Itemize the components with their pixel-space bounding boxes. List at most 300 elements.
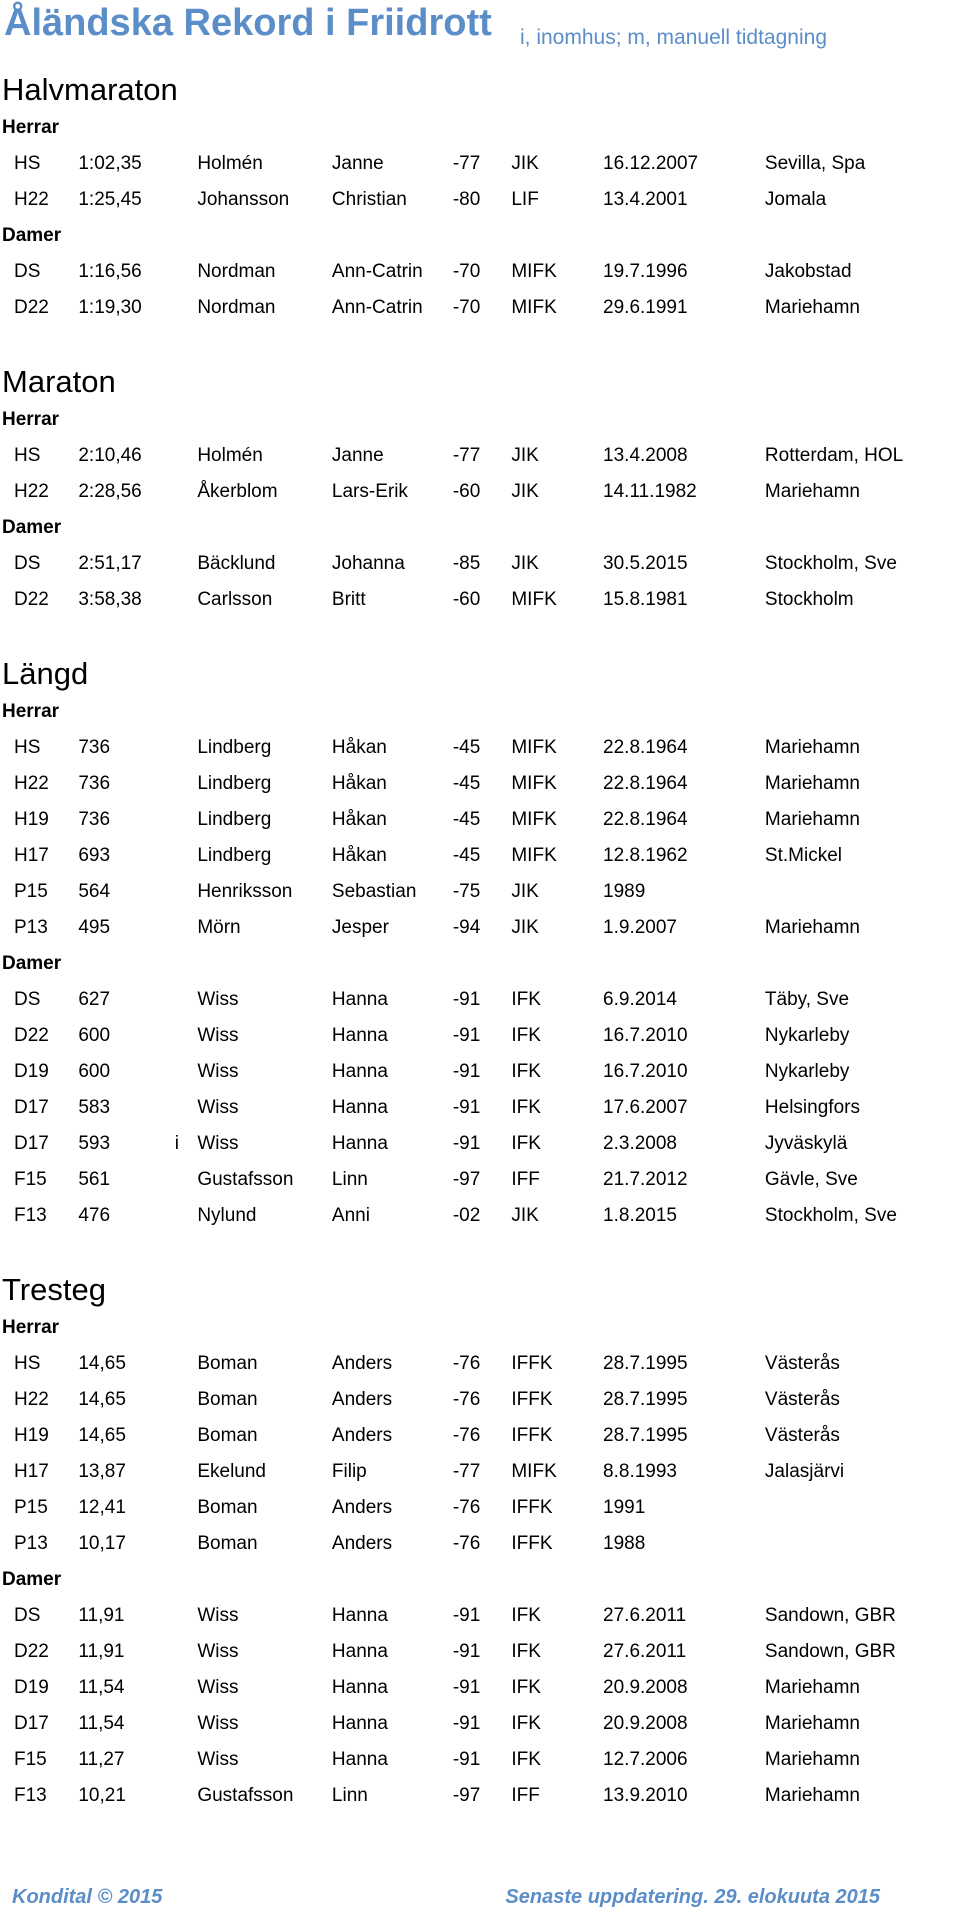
record-result: 14,65 <box>78 1389 126 1410</box>
record-flag <box>156 182 197 218</box>
record-firstname: Håkan <box>331 809 387 830</box>
record-birthyear: -76 <box>452 1533 481 1554</box>
record-firstname: Anders <box>331 1389 393 1410</box>
record-class: D17 <box>14 1713 49 1734</box>
record-lastname: Wiss <box>197 1749 239 1770</box>
record-place <box>765 1490 960 1526</box>
record-result: 1:19,30 <box>78 297 142 318</box>
record-firstname: Johanna <box>331 553 405 574</box>
record-class: H17 <box>14 845 49 866</box>
record-place: Jalasjärvi <box>764 1461 845 1482</box>
event-section <box>0 362 960 654</box>
record-club: IFK <box>511 1749 541 1770</box>
record-flag <box>156 1198 197 1234</box>
record-flag <box>156 1526 197 1562</box>
event-section <box>0 70 960 362</box>
record-class: F13 <box>14 1785 47 1806</box>
record-firstname: Linn <box>331 1169 368 1190</box>
record-place: St.Mickel <box>764 845 842 866</box>
record-lastname: Boman <box>197 1533 258 1554</box>
record-flag <box>156 1418 197 1454</box>
record-firstname: Linn <box>331 1785 368 1806</box>
record-row <box>0 1454 960 1490</box>
record-class: DS <box>14 1605 41 1626</box>
record-date: 21.7.2012 <box>603 1169 688 1190</box>
record-firstname: Hanna <box>331 1061 388 1082</box>
record-place: Mariehamn <box>764 1785 860 1806</box>
record-date: 16.7.2010 <box>603 1061 688 1082</box>
record-result: 476 <box>78 1205 111 1226</box>
record-birthyear: -45 <box>452 737 481 758</box>
record-lastname: Carlsson <box>197 589 273 610</box>
record-date: 1991 <box>603 1497 646 1518</box>
record-lastname: Nylund <box>197 1205 257 1226</box>
record-club: IFK <box>511 1713 541 1734</box>
record-flag <box>156 766 197 802</box>
record-birthyear: -91 <box>452 1133 481 1154</box>
record-firstname: Anders <box>331 1533 393 1554</box>
record-result: 13,87 <box>78 1461 126 1482</box>
record-lastname: Lindberg <box>197 773 272 794</box>
record-class: P13 <box>14 917 48 938</box>
record-row <box>0 582 960 618</box>
record-lastname: Wiss <box>197 989 239 1010</box>
record-row <box>0 838 960 874</box>
record-firstname: Janne <box>331 445 384 466</box>
event-title: Längd <box>2 656 89 691</box>
record-birthyear: -77 <box>452 153 481 174</box>
record-flag <box>156 1090 197 1126</box>
record-date: 22.8.1964 <box>603 773 688 794</box>
record-firstname: Britt <box>331 589 366 610</box>
record-firstname: Anders <box>331 1497 393 1518</box>
record-result: 593 <box>78 1133 111 1154</box>
record-date: 19.7.1996 <box>603 261 688 282</box>
record-place: Stockholm, Sve <box>764 1205 897 1226</box>
record-firstname: Hanna <box>331 1641 388 1662</box>
record-result: 11,27 <box>78 1749 125 1770</box>
record-birthyear: -45 <box>452 809 481 830</box>
record-date: 16.12.2007 <box>603 153 699 174</box>
record-club: JIK <box>511 153 539 174</box>
record-row <box>0 1198 960 1234</box>
record-date: 1.9.2007 <box>603 917 677 938</box>
record-class: F13 <box>14 1205 47 1226</box>
record-lastname: Boman <box>197 1353 258 1374</box>
event-title: Maraton <box>2 364 116 399</box>
record-lastname: Nordman <box>197 297 276 318</box>
record-place: Nykarleby <box>764 1025 850 1046</box>
record-firstname: Hanna <box>331 1605 388 1626</box>
record-class: P13 <box>14 1533 48 1554</box>
gender-group-title: Herrar <box>2 701 60 722</box>
gender-group-title: Herrar <box>2 1317 60 1338</box>
record-date: 2.3.2008 <box>603 1133 677 1154</box>
record-birthyear: -77 <box>452 1461 481 1482</box>
record-date: 30.5.2015 <box>603 553 688 574</box>
record-flag <box>156 1598 197 1634</box>
record-lastname: Wiss <box>197 1061 239 1082</box>
records-content <box>0 70 960 1814</box>
record-firstname: Hanna <box>331 1025 388 1046</box>
record-date: 22.8.1964 <box>603 737 688 758</box>
record-flag <box>156 582 197 618</box>
footer-copyright: Kondital © 2015 <box>12 1886 163 1908</box>
record-row <box>0 182 960 218</box>
event-title: Tresteg <box>2 1272 106 1307</box>
record-row <box>0 1126 960 1162</box>
record-date: 28.7.1995 <box>603 1425 688 1446</box>
record-result: 1:25,45 <box>78 189 142 210</box>
record-class: D19 <box>14 1061 49 1082</box>
record-lastname: Holmén <box>197 153 263 174</box>
record-date: 20.9.2008 <box>603 1713 688 1734</box>
page-footer <box>0 1882 960 1914</box>
record-club: MIFK <box>511 773 557 794</box>
record-date: 22.8.1964 <box>603 809 688 830</box>
record-result: 1:16,56 <box>78 261 142 282</box>
record-date: 29.6.1991 <box>603 297 688 318</box>
record-row <box>0 1490 960 1526</box>
record-date: 13.4.2008 <box>603 445 688 466</box>
record-club: JIK <box>511 881 539 902</box>
record-birthyear: -45 <box>452 845 481 866</box>
record-birthyear: -70 <box>452 261 481 282</box>
record-lastname: Henriksson <box>197 881 293 902</box>
record-result: 583 <box>78 1097 111 1118</box>
record-class: F15 <box>14 1749 47 1770</box>
record-place: Sandown, GBR <box>764 1605 896 1626</box>
record-club: MIFK <box>511 845 557 866</box>
record-club: JIK <box>511 481 539 502</box>
record-date: 6.9.2014 <box>603 989 677 1010</box>
record-lastname: Bäcklund <box>197 553 276 574</box>
record-firstname: Håkan <box>331 845 387 866</box>
record-club: IFK <box>511 1097 541 1118</box>
record-place: Jyväskylä <box>764 1133 848 1154</box>
record-result: 14,65 <box>78 1425 126 1446</box>
record-class: H19 <box>14 809 49 830</box>
record-lastname: Nordman <box>197 261 276 282</box>
event-section <box>0 654 960 1270</box>
record-class: DS <box>14 261 41 282</box>
record-class: DS <box>14 553 41 574</box>
record-date: 15.8.1981 <box>603 589 688 610</box>
record-club: JIK <box>511 1205 539 1226</box>
record-row <box>0 1742 960 1778</box>
record-row <box>0 982 960 1018</box>
record-lastname: Ekelund <box>197 1461 266 1482</box>
record-firstname: Håkan <box>331 737 387 758</box>
record-date: 14.11.1982 <box>603 481 697 502</box>
record-date: 28.7.1995 <box>603 1353 688 1374</box>
record-flag <box>156 1742 197 1778</box>
record-lastname: Wiss <box>197 1641 239 1662</box>
record-result: 3:58,38 <box>78 589 142 610</box>
record-result: 11,54 <box>78 1677 125 1698</box>
record-place: Jomala <box>764 189 827 210</box>
record-place: Jakobstad <box>764 261 852 282</box>
record-lastname: Lindberg <box>197 845 272 866</box>
record-firstname: Ann-Catrin <box>331 261 423 282</box>
record-place: Rotterdam, HOL <box>764 445 904 466</box>
record-firstname: Hanna <box>331 1677 388 1698</box>
record-result: 12,41 <box>78 1497 126 1518</box>
record-birthyear: -91 <box>452 1677 481 1698</box>
record-result: 564 <box>78 881 111 902</box>
record-lastname: Boman <box>197 1497 258 1518</box>
record-flag <box>156 474 197 510</box>
record-birthyear: -60 <box>452 589 481 610</box>
record-date: 13.9.2010 <box>603 1785 688 1806</box>
record-class: H22 <box>14 1389 49 1410</box>
record-club: MIFK <box>511 297 557 318</box>
record-lastname: Lindberg <box>197 737 272 758</box>
record-firstname: Ann-Catrin <box>331 297 423 318</box>
record-birthyear: -91 <box>452 1749 481 1770</box>
record-flag <box>156 146 197 182</box>
record-club: MIFK <box>511 809 557 830</box>
record-firstname: Anders <box>331 1353 393 1374</box>
record-birthyear: -91 <box>452 1061 481 1082</box>
record-result: 11,54 <box>78 1713 125 1734</box>
record-date: 13.4.2001 <box>603 189 688 210</box>
record-class: D17 <box>14 1097 49 1118</box>
record-birthyear: -76 <box>452 1353 481 1374</box>
record-lastname: Gustafsson <box>197 1169 294 1190</box>
record-birthyear: -02 <box>452 1205 481 1226</box>
record-lastname: Gustafsson <box>197 1785 294 1806</box>
record-birthyear: -76 <box>452 1389 481 1410</box>
record-row <box>0 1018 960 1054</box>
record-result: 2:51,17 <box>78 553 142 574</box>
record-row <box>0 1382 960 1418</box>
record-birthyear: -91 <box>452 1713 481 1734</box>
record-class: F15 <box>14 1169 47 1190</box>
record-birthyear: -91 <box>452 1097 481 1118</box>
record-lastname: Boman <box>197 1425 258 1446</box>
record-place: Mariehamn <box>764 773 860 794</box>
record-place: Västerås <box>764 1425 840 1446</box>
record-row <box>0 1418 960 1454</box>
record-club: IFFK <box>511 1497 553 1518</box>
record-class: HS <box>14 737 41 758</box>
gender-group-title: Damer <box>2 225 62 246</box>
record-date: 17.6.2007 <box>603 1097 688 1118</box>
record-place: Mariehamn <box>764 737 860 758</box>
record-club: JIK <box>511 553 539 574</box>
record-firstname: Hanna <box>331 1713 388 1734</box>
record-place: Mariehamn <box>764 297 860 318</box>
record-class: H22 <box>14 481 49 502</box>
record-place: Täby, Sve <box>764 989 850 1010</box>
record-result: 2:28,56 <box>78 481 142 502</box>
record-flag <box>156 438 197 474</box>
record-firstname: Hanna <box>331 1133 388 1154</box>
record-birthyear: -76 <box>452 1425 481 1446</box>
record-result: 14,65 <box>78 1353 126 1374</box>
record-row <box>0 1670 960 1706</box>
record-date: 28.7.1995 <box>603 1389 688 1410</box>
record-result: 10,21 <box>78 1785 126 1806</box>
record-place: Sandown, GBR <box>764 1641 896 1662</box>
record-flag <box>156 838 197 874</box>
record-place: Västerås <box>764 1389 840 1410</box>
record-result: 736 <box>78 773 111 794</box>
record-result: 2:10,46 <box>78 445 142 466</box>
record-club: IFK <box>511 1641 541 1662</box>
record-club: IFK <box>511 1025 541 1046</box>
record-flag <box>156 254 197 290</box>
record-birthyear: -94 <box>452 917 481 938</box>
record-birthyear: -75 <box>452 881 481 902</box>
record-place: Mariehamn <box>764 1749 860 1770</box>
record-place: Nykarleby <box>764 1061 850 1082</box>
record-class: H17 <box>14 1461 49 1482</box>
record-place: Mariehamn <box>764 1677 860 1698</box>
record-date: 27.6.2011 <box>603 1605 687 1626</box>
record-club: IFK <box>511 1605 541 1626</box>
record-place: Mariehamn <box>764 1713 860 1734</box>
record-result: 11,91 <box>78 1605 125 1626</box>
record-row <box>0 474 960 510</box>
record-lastname: Wiss <box>197 1133 239 1154</box>
record-date: 1989 <box>603 881 646 902</box>
record-club: JIK <box>511 917 539 938</box>
record-class: P15 <box>14 1497 48 1518</box>
record-class: D17 <box>14 1133 49 1154</box>
record-lastname: Lindberg <box>197 809 272 830</box>
section-spacer <box>0 1234 960 1270</box>
record-firstname: Hanna <box>331 989 388 1010</box>
record-date: 20.9.2008 <box>603 1677 688 1698</box>
record-place: Mariehamn <box>764 809 860 830</box>
page-header <box>0 0 960 56</box>
record-lastname: Mörn <box>197 917 241 938</box>
gender-group-title: Damer <box>2 517 62 538</box>
record-row <box>0 874 960 910</box>
section-spacer <box>0 326 960 362</box>
record-club: IFFK <box>511 1389 553 1410</box>
record-date: 1988 <box>603 1533 646 1554</box>
gender-group-title: Herrar <box>2 409 60 430</box>
gender-group-title: Damer <box>2 1569 62 1590</box>
record-birthyear: -60 <box>452 481 481 502</box>
record-class: H19 <box>14 1425 49 1446</box>
record-firstname: Hanna <box>331 1749 388 1770</box>
record-club: IFK <box>511 1061 541 1082</box>
record-place: Mariehamn <box>764 917 860 938</box>
record-place: Mariehamn <box>764 481 860 502</box>
record-result: 1:02,35 <box>78 153 142 174</box>
record-flag <box>156 1706 197 1742</box>
record-firstname: Sebastian <box>331 881 417 902</box>
record-flag: i <box>174 1133 179 1154</box>
record-firstname: Hanna <box>331 1097 388 1118</box>
record-result: 561 <box>78 1169 111 1190</box>
record-lastname: Holmén <box>197 445 263 466</box>
record-flag <box>156 1382 197 1418</box>
record-row <box>0 290 960 326</box>
record-birthyear: -45 <box>452 773 481 794</box>
record-birthyear: -97 <box>452 1785 481 1806</box>
record-club: MIFK <box>511 589 557 610</box>
record-row <box>0 910 960 946</box>
record-birthyear: -80 <box>452 189 481 210</box>
record-row <box>0 438 960 474</box>
record-club: IFK <box>511 989 541 1010</box>
record-flag <box>156 1670 197 1706</box>
record-row <box>0 146 960 182</box>
record-result: 736 <box>78 737 111 758</box>
record-row <box>0 1526 960 1562</box>
record-row <box>0 1778 960 1814</box>
record-club: IFF <box>511 1785 540 1806</box>
record-birthyear: -70 <box>452 297 481 318</box>
record-lastname: Wiss <box>197 1677 239 1698</box>
record-row <box>0 1054 960 1090</box>
record-flag <box>156 802 197 838</box>
record-date: 27.6.2011 <box>603 1641 687 1662</box>
record-place <box>765 874 960 910</box>
record-flag <box>156 1162 197 1198</box>
record-club: IFFK <box>511 1353 553 1374</box>
record-club: MIFK <box>511 1461 557 1482</box>
record-flag <box>156 730 197 766</box>
record-row <box>0 1346 960 1382</box>
record-club: IFFK <box>511 1533 553 1554</box>
record-class: D22 <box>14 297 49 318</box>
record-result: 600 <box>78 1025 111 1046</box>
record-date: 12.7.2006 <box>603 1749 688 1770</box>
record-result: 495 <box>78 917 111 938</box>
record-birthyear: -91 <box>452 1605 481 1626</box>
record-lastname: Wiss <box>197 1605 239 1626</box>
record-class: D22 <box>14 1025 49 1046</box>
record-place: Stockholm, Sve <box>764 553 897 574</box>
record-firstname: Christian <box>331 189 407 210</box>
record-flag <box>156 290 197 326</box>
gender-group-title: Damer <box>2 953 62 974</box>
record-date: 16.7.2010 <box>603 1025 688 1046</box>
record-firstname: Håkan <box>331 773 387 794</box>
record-class: D19 <box>14 1677 49 1698</box>
record-row <box>0 546 960 582</box>
event-title: Halvmaraton <box>2 72 178 107</box>
record-firstname: Anni <box>331 1205 370 1226</box>
record-result: 627 <box>78 989 111 1010</box>
record-birthyear: -91 <box>452 1641 481 1662</box>
record-row <box>0 1598 960 1634</box>
record-place <box>765 1526 960 1562</box>
record-class: H22 <box>14 773 49 794</box>
record-row <box>0 730 960 766</box>
record-club: JIK <box>511 445 539 466</box>
record-date: 1.8.2015 <box>603 1205 677 1226</box>
record-firstname: Janne <box>331 153 384 174</box>
record-flag <box>156 546 197 582</box>
event-section <box>0 1270 960 1814</box>
record-result: 693 <box>78 845 111 866</box>
record-row <box>0 254 960 290</box>
record-lastname: Wiss <box>197 1097 239 1118</box>
record-row <box>0 1706 960 1742</box>
record-club: LIF <box>511 189 539 210</box>
record-class: D22 <box>14 589 49 610</box>
record-row <box>0 1090 960 1126</box>
record-flag <box>156 1634 197 1670</box>
record-lastname: Johansson <box>197 189 290 210</box>
